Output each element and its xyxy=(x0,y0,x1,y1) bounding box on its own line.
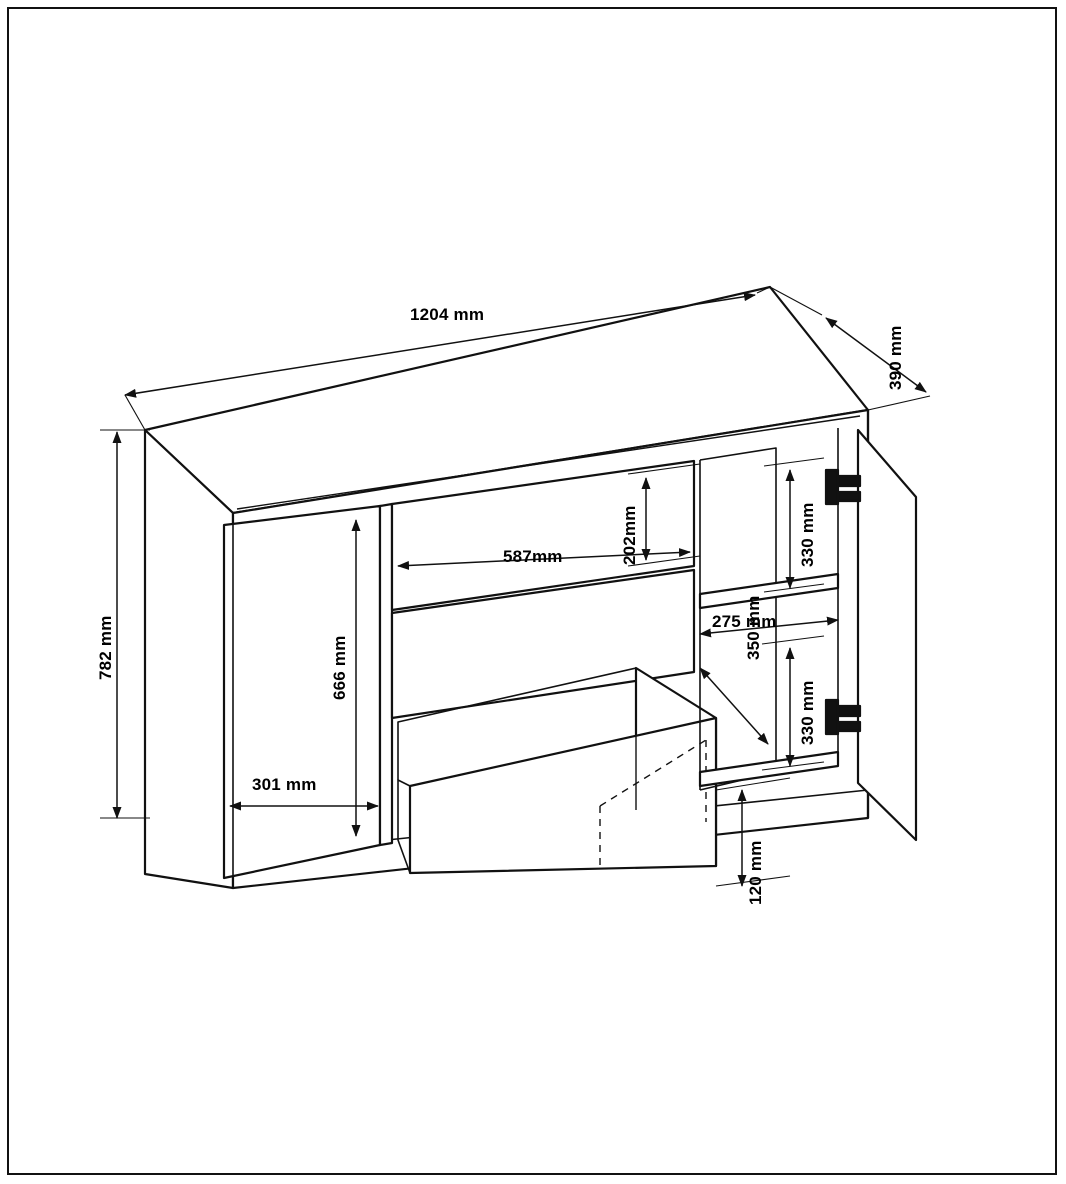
dim-label-left-door-width: 301 mm xyxy=(252,775,317,794)
dim-label-overall-depth: 390 mm xyxy=(886,325,905,390)
dim-label-right-shelf-top: 330 mm xyxy=(798,502,817,567)
dim-label-right-compartment-width: 275 mm xyxy=(712,612,777,631)
dim-label-plinth-height: 120 mm xyxy=(746,840,765,905)
dim-label-overall-width: 1204 mm xyxy=(410,305,485,324)
dim-label-right-shelf-bottom: 330 mm xyxy=(798,680,817,745)
dim-label-drawer-depth: 350 mm xyxy=(744,595,763,660)
bottom-hinge xyxy=(826,700,860,734)
dim-label-drawer-height: 202mm xyxy=(620,505,639,565)
right-hinged-door-open xyxy=(858,430,916,840)
dim-label-left-door-height: 666 mm xyxy=(330,635,349,700)
top-hinge xyxy=(826,470,860,504)
dim-label-overall-height: 782 mm xyxy=(96,615,115,680)
dim-label-drawer-width: 587mm xyxy=(503,547,563,566)
vertical-divider xyxy=(380,504,392,845)
